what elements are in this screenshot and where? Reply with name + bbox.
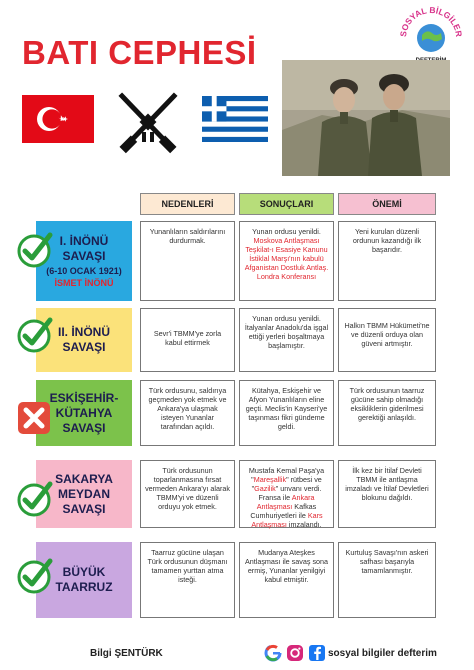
cell-onemi: Türk ordusunun taarruz gücüne sahip olmadığı eksikliklerin giderilmesi gerektiği anlaşıldı.: [338, 380, 436, 446]
crossed-rifles-icon: [112, 88, 184, 160]
row-label-sakarya: SAKARYA MEYDAN SAVAŞI: [36, 460, 132, 528]
row-label-buyuk-taarruz: BÜYÜK TAARRUZ: [36, 542, 132, 618]
row-label-inonu-2: II. İNÖNÜ SAVAŞI: [36, 308, 132, 372]
cell-onemi: İlk kez bir İtilaf Devleti TBMM ile antlaşma imzaladı ve İtilaf Devletleri blokunu dağıldı.: [338, 460, 436, 528]
row-label-inonu-1: I. İNÖNÜ SAVAŞI (6-10 OCAK 1921) İSMET İNÖNÜ: [36, 221, 132, 301]
logo-text: OSYAL BİLGİLE: [400, 5, 462, 33]
header-nedenleri: NEDENLERİ: [140, 193, 235, 215]
header-sonuclari: SONUÇLARI: [239, 193, 334, 215]
historical-photo: [282, 60, 450, 176]
brand-name: sosyal bilgiler defterim: [328, 648, 437, 659]
facebook-icon[interactable]: [308, 644, 326, 662]
page-title: BATI CEPHESİ: [22, 34, 257, 71]
cell-onemi: Yeni kurulan düzenli ordunun kazandığı ilk başarıdır.: [338, 221, 436, 301]
cell-sonuclari: Yunan ordusu yenildi. İtalyanlar Anadolu'da işgal ettiği yerleri boşaltmaya başlamıştır.: [239, 308, 334, 372]
row-label-eskisehir: ESKİŞEHİR- KÜTAHYA SAVAŞI: [36, 380, 132, 446]
cell-sonuclari: Kütahya, Eskişehir ve Afyon Yunanlıların eline geçti. Meclis'in Kayseri'ye taşınması fikri gündeme geldi.: [239, 380, 334, 446]
check-icon: [14, 229, 54, 269]
logo: [400, 5, 462, 67]
cell-sonuclari: Yunan ordusu yenildi. Moskova Antlaşması Teşkilat-ı Esasiye Kanunu İstiklal Marşı'nın kabulü Afganistan Dostluk Antlaş. Londra Konferansı: [239, 221, 334, 301]
header-onemi: ÖNEMİ: [338, 193, 436, 215]
instagram-icon[interactable]: [286, 644, 304, 662]
cell-nedenleri: Türk ordusunun toparlanmasına fırsat vermeden Ankara'yı alarak TBMM'yi ve düzenli orduyu yok etmek.: [140, 460, 235, 528]
cell-sonuclari: Mustafa Kemal Paşa'ya "Mareşallik" rütbesi ve "Gazilik" unvanı verdi. Fransa ile Ankara Antlaşması Kafkas Cumhuriyetleri ile Kars Antlaşması imzalandı.: [239, 460, 334, 528]
cell-nedenleri: Sevr'i TBMM'ye zorla kabul ettirmek: [140, 308, 235, 372]
cell-nedenleri: Yunanlıların saldırılarını durdurmak.: [140, 221, 235, 301]
author-name: Bilgi ŞENTÜRK: [90, 648, 163, 659]
cell-nedenleri: Taarruz gücüne ulaşan Türk ordusunun düşmanı tamamen yurttan atma isteği.: [140, 542, 235, 618]
check-icon: [14, 314, 54, 354]
cell-onemi: Halkın TBMM Hükümeti'ne ve düzenli orduya olan güveni artmıştır.: [338, 308, 436, 372]
cell-sonuclari: Mudanya Ateşkes Antlaşması ile savaş sona ermiş, Yunanlar yenilgiyi kabul etmiştir.: [239, 542, 334, 618]
cell-nedenleri: Türk ordusunu, saldırıya geçmeden yok etmek ve Ankara'ya ulaşmak isteyen Yunanlar tarafından açıldı.: [140, 380, 235, 446]
check-icon: [14, 478, 54, 518]
turkish-flag: [22, 95, 94, 143]
google-icon[interactable]: [264, 644, 282, 662]
check-icon: [14, 555, 54, 595]
greek-flag: [202, 96, 268, 142]
cross-icon: [14, 398, 54, 438]
cell-onemi: Kurtuluş Savaşı'nın askeri safhası başarıyla tamamlanmıştır.: [338, 542, 436, 618]
